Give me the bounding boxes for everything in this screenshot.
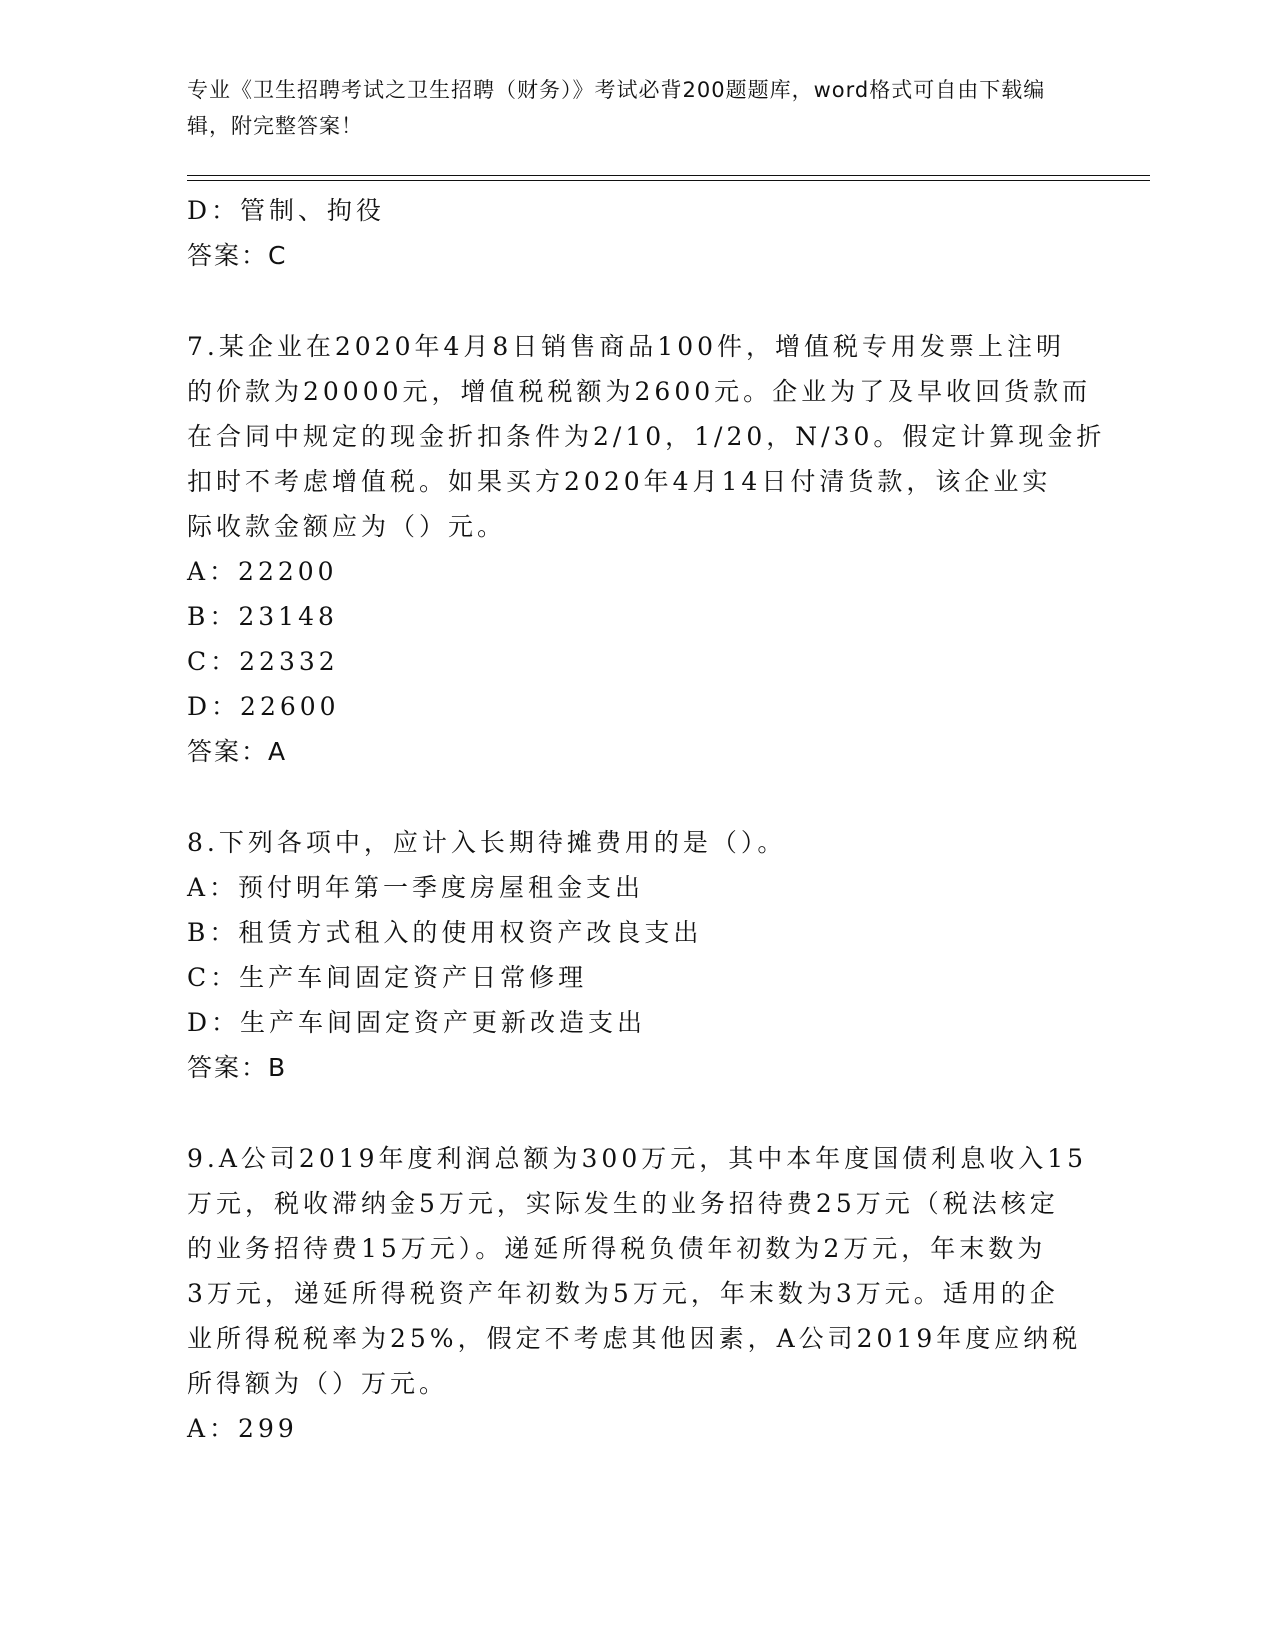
document-header: 专业《卫生招聘考试之卫生招聘（财务）》考试必背200题题库，word格式可自由下载编辑，附完整答案！ <box>187 78 1046 138</box>
option-a: A：22200 <box>187 557 338 586</box>
header-rule-top <box>187 175 1150 176</box>
question-text-line: 3万元，递延所得税资产年初数为5万元，年末数为3万元。适用的企 <box>187 1279 1059 1308</box>
question-text: 8.下列各项中，应计入长期待摊费用的是（）。 <box>187 828 787 857</box>
question-text-line: 7.某企业在2020年4月8日销售商品100件，增值税专用发票上注明 <box>187 332 1066 361</box>
question-9 <box>187 1136 1087 1451</box>
question-text-line: 所得额为（）万元。 <box>187 1369 449 1398</box>
option-b: B：23148 <box>187 602 338 631</box>
question-8 <box>187 820 1087 1090</box>
question-6 <box>187 188 1087 278</box>
question-text-line: 在合同中规定的现金折扣条件为2/10，1/20，N/30。假定计算现金折 <box>187 422 1106 451</box>
question-text-line: 万元，税收滞纳金5万元，实际发生的业务招待费25万元（税法核定 <box>187 1189 1059 1218</box>
question-text-line: 的业务招待费15万元）。递延所得税负债年初数为2万元，年末数为 <box>187 1234 1047 1263</box>
option-d: D：生产车间固定资产更新改造支出 <box>187 1008 647 1037</box>
option-d: D：管制、拘役 <box>187 196 386 225</box>
question-7 <box>187 324 1106 774</box>
question-text-line: 业所得税税率为25%，假定不考虑其他因素，A公司2019年度应纳税 <box>187 1324 1082 1353</box>
header-rule-bottom <box>187 180 1150 181</box>
answer: 答案：A <box>187 737 288 766</box>
question-text-line: 扣时不考虑增值税。如果买方2020年4月14日付清货款，该企业实 <box>187 467 1052 496</box>
question-text-line: 的价款为20000元，增值税税额为2600元。企业为了及早收回货款而 <box>187 377 1092 406</box>
option-b: B：租赁方式租入的使用权资产改良支出 <box>187 918 703 947</box>
question-text-line: 际收款金额应为（）元。 <box>187 512 507 541</box>
answer: 答案：B <box>187 1053 288 1082</box>
option-c: C：生产车间固定资产日常修理 <box>187 963 588 992</box>
answer: 答案：C <box>187 241 288 270</box>
option-c: C：22332 <box>187 647 339 676</box>
option-a: A：预付明年第一季度房屋租金支出 <box>187 873 645 902</box>
document-body <box>187 188 1106 1451</box>
question-text-line: 9.A公司2019年度利润总额为300万元，其中本年度国债利息收入15 <box>187 1144 1088 1173</box>
option-a: A：299 <box>187 1414 298 1443</box>
option-d: D：22600 <box>187 692 340 721</box>
